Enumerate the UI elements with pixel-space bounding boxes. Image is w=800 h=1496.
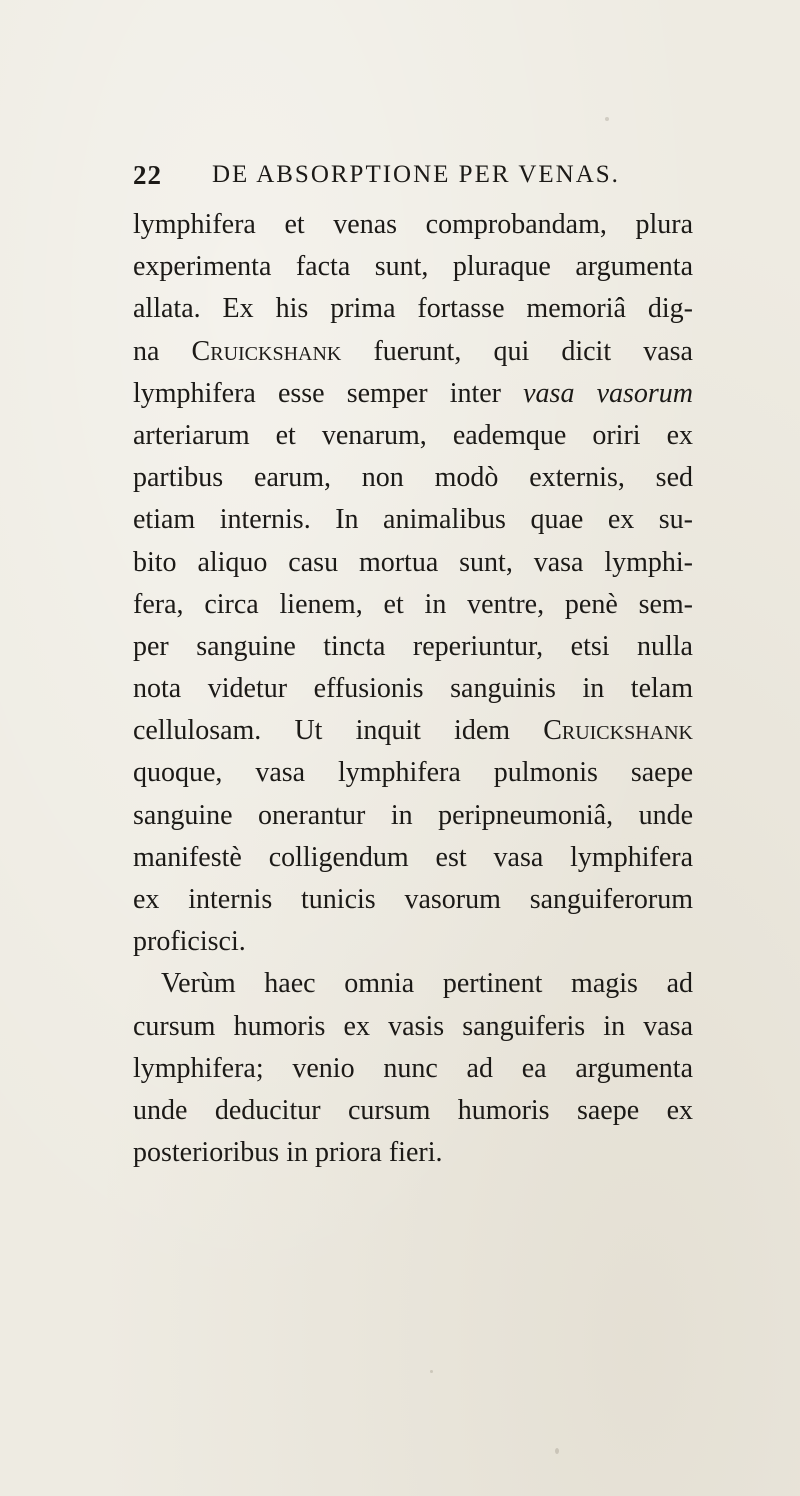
- text-line: unde deducitur cursum humoris saepe ex: [133, 1094, 693, 1126]
- text-line: quoque, vasa lymphifera pulmonis saepe: [133, 757, 693, 789]
- running-head: [133, 160, 693, 194]
- text-line: lymphifera et venas comprobandam, plura: [133, 209, 693, 240]
- body-text: [133, 204, 693, 1174]
- text-line: experimenta facta sunt, pluraque argumenta: [133, 251, 693, 283]
- text-line: posterioribus in priora fieri.: [133, 1137, 443, 1169]
- paper-spot: [430, 1370, 433, 1373]
- text-line: cellulosam. Ut inquit idem Cruickshank: [133, 715, 693, 747]
- text-line: arteriarum et venarum, eademque oriri ex: [133, 419, 693, 451]
- text-line: etiam internis. In animalibus quae ex su-: [133, 504, 693, 536]
- text-line: na Cruickshank fuerunt, qui dicit vasa: [133, 335, 693, 367]
- text-line: ex internis tunicis vasorum sanguiferorum: [133, 884, 693, 915]
- text-line: lymphifera esse semper inter vasa vasorum: [133, 377, 694, 409]
- text-line: sanguine onerantur in peripneumoniâ, unde: [133, 799, 693, 831]
- running-head-title: DE ABSORPTIONE PER VENAS.: [212, 161, 620, 188]
- text-line: fera, circa lienem, et in ventre, penè sem-: [133, 588, 693, 620]
- text-line: allata. Ex his prima fortasse memoriâ dig-: [133, 293, 693, 325]
- text-line: per sanguine tincta reperiuntur, etsi nulla: [133, 630, 693, 662]
- text-line: proficisci.: [133, 926, 246, 958]
- text-line: bito aliquo casu mortua sunt, vasa lymphi-: [133, 546, 693, 578]
- text-line: nota videtur effusionis sanguinis in telam: [133, 673, 693, 705]
- author-name: Cruickshank: [543, 715, 693, 747]
- italic-term: vasa vasorum: [523, 377, 694, 409]
- page-number: 22: [133, 160, 162, 190]
- text-line: partibus earum, non modò externis, sed: [133, 462, 693, 494]
- text-line: cursum humoris ex vasis sanguiferis in vasa: [133, 1010, 693, 1042]
- paragraph-start-line: Verùm haec omnia pertinent magis ad: [161, 968, 693, 1000]
- paper-spot: [605, 117, 609, 121]
- paper-spot: [555, 1448, 559, 1454]
- text-line: manifestè colligendum est vasa lymphifera: [133, 841, 693, 873]
- text-line: lymphifera; venio nunc ad ea argumenta: [133, 1052, 693, 1084]
- author-name: Cruickshank: [191, 335, 342, 367]
